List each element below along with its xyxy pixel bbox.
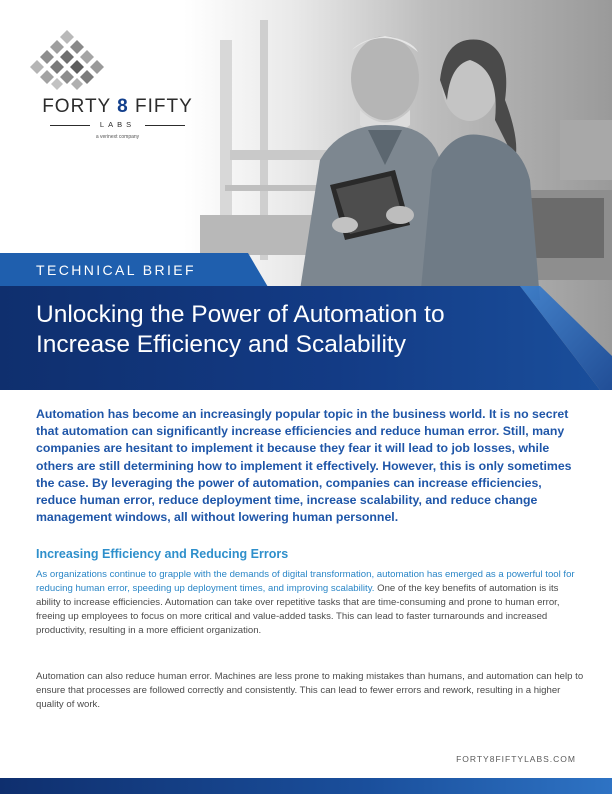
footer-band: [0, 778, 612, 794]
section-paragraph-2: Automation can also reduce human error. Machines are less prone to making mistakes than humans, and automation can help to ensure that processes are followed correctly and consistently. This can lead to fewer errors and rework, resulting in a higher quality of work.: [36, 671, 584, 711]
website-link[interactable]: FORTY8FIFTYLABS.COM: [456, 754, 576, 764]
highlighted-text: As organizations continue to grapple with the demands of digital transformation, automation has emerged as a powerful tool for reducing human error, speeding up deployment times, and improving scalability.: [36, 569, 575, 595]
logo-subtitle: a verinext company: [95, 134, 140, 140]
logo-rule-right: [145, 125, 185, 126]
section-heading: Increasing Efficiency and Reducing Errors: [36, 547, 289, 561]
paragraph-text: One of the key benefits of automation is its ability to increase efficiencies. Automation can take over repetitive tasks that are time-consuming and prone to human error, freeing up employees to focus on more critical and value-added tasks. This can lead to faster turnarounds and increased productivity, resulting in a more efficient organization.: [36, 583, 560, 637]
logo-wordmark: FORTY 8 FIFTY: [42, 96, 193, 117]
section-paragraph-1: [36, 568, 584, 638]
company-logo: [30, 30, 205, 145]
logo-labs: LABS: [99, 120, 136, 129]
intro-paragraph: Automation has become an increasingly popular topic in the business world. It is no secret that automation can significantly increase efficiencies and reduce human error. Still, many companies are hesitant to implement it because they fear it will lead to job losses, while others are still determining how to implement it effectively. However, this is only sometimes the case. By leveraging the power of automation, companies can increase efficiencies, reduce human error, reduce deployment time, increase scalability, and reduce change management windows, all without lowering human personnel.: [36, 407, 572, 525]
page-title: Unlocking the Power of Automation to Increase Efficiency and Scalability: [36, 301, 445, 358]
technical-brief-label: TECHNICAL BRIEF: [36, 262, 196, 278]
diamond-grid-logo-icon: [30, 30, 105, 92]
